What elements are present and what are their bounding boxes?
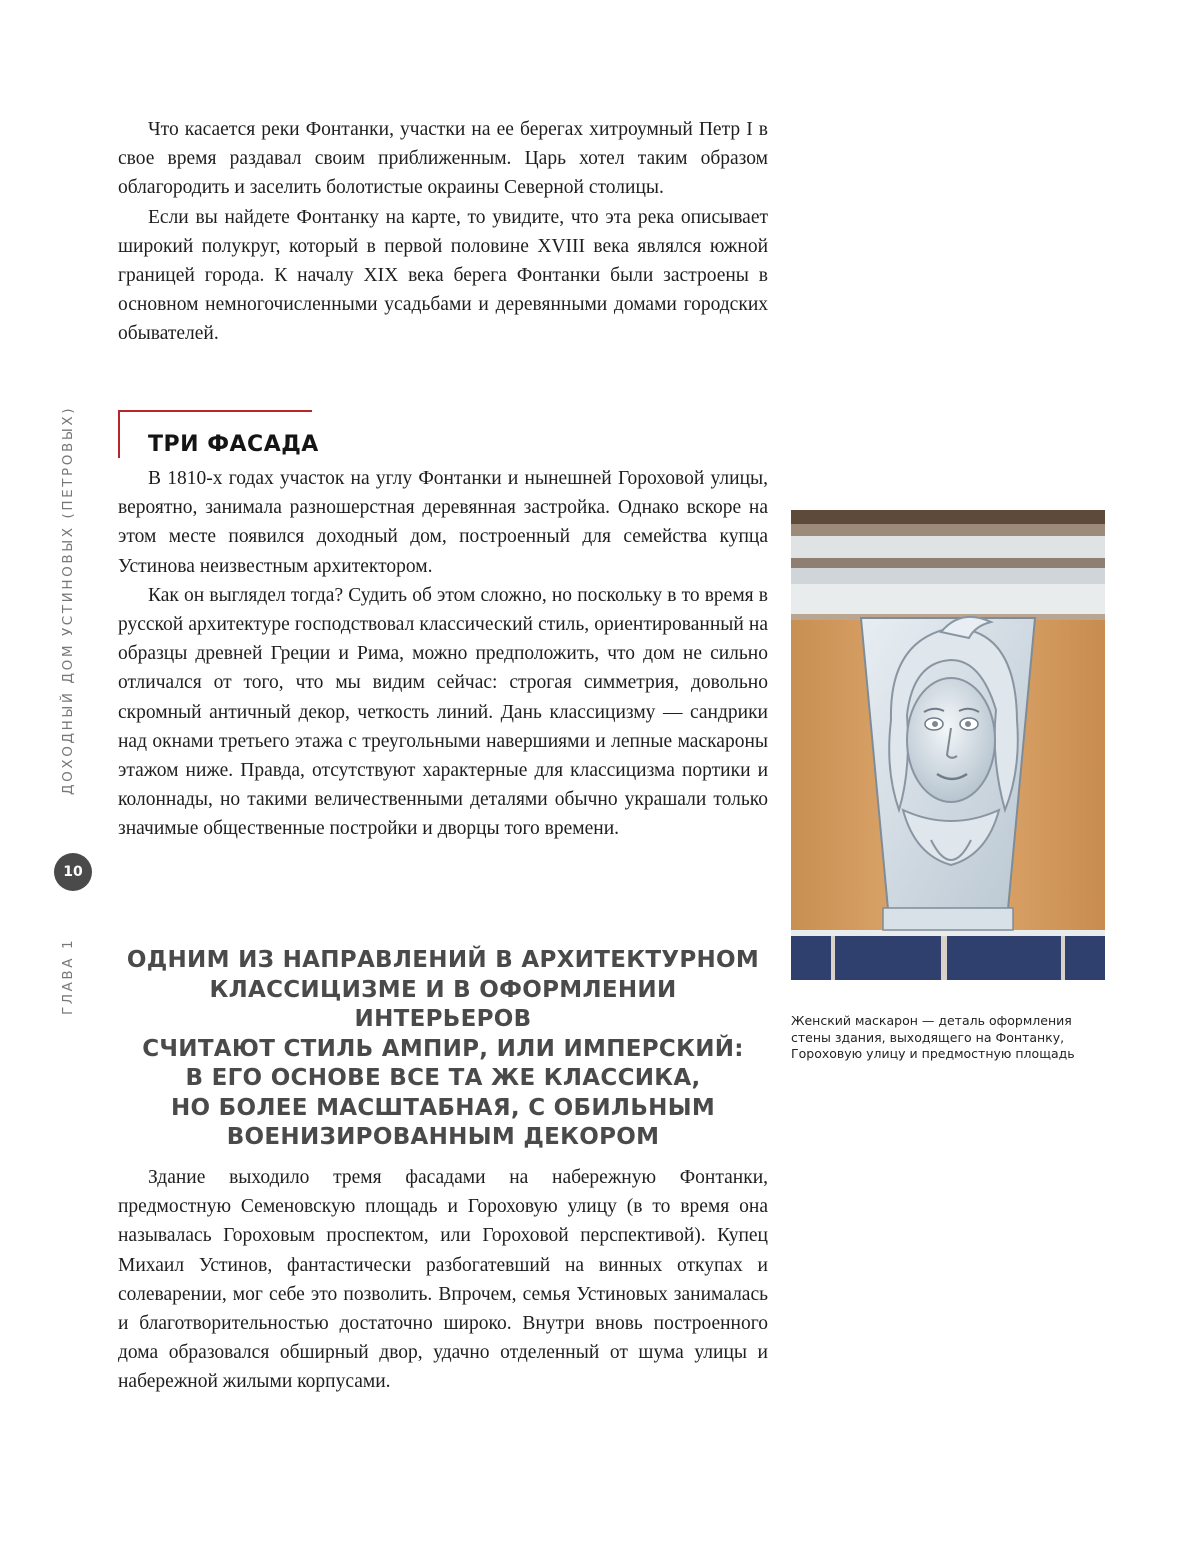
pull-quote-line: СЧИТАЮТ СТИЛЬ АМПИР, ИЛИ ИМПЕРСКИЙ:: [142, 1035, 744, 1062]
mascaron-photo: [791, 510, 1105, 980]
pull-quote: [118, 946, 768, 1153]
section-paragraph-1: В 1810-х годах участок на углу Фонтанки и нынешней Гороховой улицы, вероятно, занимала разношерстная деревянная застройка. Однако вскоре на этом месте появился доходный дом, построенный для семейства купца Устинова неизвестным архитектором.: [118, 468, 768, 577]
page-number-badge: 10: [54, 853, 92, 891]
chapter-label: ГЛАВА 1: [60, 937, 76, 1015]
pull-quote-line: НО БОЛЕЕ МАСШТАБНАЯ, С ОБИЛЬНЫМ: [170, 1094, 716, 1121]
pull-quote-line: В ЕГО ОСНОВЕ ВСЕ ТА ЖЕ КЛАССИКА,: [185, 1065, 701, 1091]
section-heading: ТРИ ФАСАДА: [148, 432, 319, 457]
section-text: [118, 464, 768, 844]
intro-paragraph-1: Что касается реки Фонтанки, участки на ее берегах хитроумный Петр I в свое время раздавал своим приближенным. Царь хотел таким образом облагородить и заселить болотистые окраины Северной столицы.: [118, 119, 768, 199]
mascaron-illustration: [791, 510, 1105, 980]
intro-text: [118, 115, 768, 349]
pull-quote-line: ВОЕНИЗИРОВАННЫМ ДЕКОРОМ: [226, 1124, 660, 1150]
pull-quote-line: ОДНИМ ИЗ НАПРАВЛЕНИЙ В АРХИТЕКТУРНОМ: [126, 947, 760, 973]
photo-caption: Женский маскарон — деталь оформления стены здания, выходящего на Фонтанку, Гороховую улицу и предмостную площадь: [791, 1013, 1075, 1061]
closing-text: [118, 1163, 768, 1397]
pull-quote-line: КЛАССИЦИЗМЕ И В ОФОРМЛЕНИИ ИНТЕРЬЕРОВ: [209, 976, 677, 1032]
intro-paragraph-2: Если вы найдете Фонтанку на карте, то увидите, что эта река описывает широкий полукруг, который в первой половине XVIII века являлся южной границей города. К началу XIX века берега Фонтанки были застроены в основном немногочисленными усадьбами и деревянными домами городских обывателей.: [118, 206, 768, 345]
section-paragraph-2: Как он выглядел тогда? Судить об этом сложно, но поскольку в то время в русской архитектуре господствовал классический стиль, ориентированный на образцы древней Греции и Рима, можно предположить, что дом не сильно отличался от того, что мы видим сейчас: строгая симметрия, довольно скромный античный декор, четкость линий. Дань классицизму — сандрики над окнами третьего этажа с треугольными навершиями и лепные маскароны этажом ниже. Правда, отсутствуют характерные для классицизма портики и колоннады, но такими величественными деталями обычно украшали только значимые общественные постройки и дворцы того времени.: [118, 584, 768, 840]
closing-paragraph-1: Здание выходило тремя фасадами на набережную Фонтанки, предмостную Семеновскую площадь и Гороховую улицу (в то время она называлась Гороховым проспектом, или Гороховой перспективой). Купец Михаил Устинов, фантастически разбогатевший на винных откупах и солеварении, мог себе это позволить. Впрочем, семья Устиновых занималась и благотворительностью достаточно широко. Внутри вновь построенного дома образовался обширный двор, удачно отделенный от шума улицы и набережной жилыми корпусами.: [118, 1167, 768, 1393]
running-title: ДОХОДНЫЙ ДОМ УСТИНОВЫХ (ПЕТРОВЫХ): [60, 405, 76, 795]
